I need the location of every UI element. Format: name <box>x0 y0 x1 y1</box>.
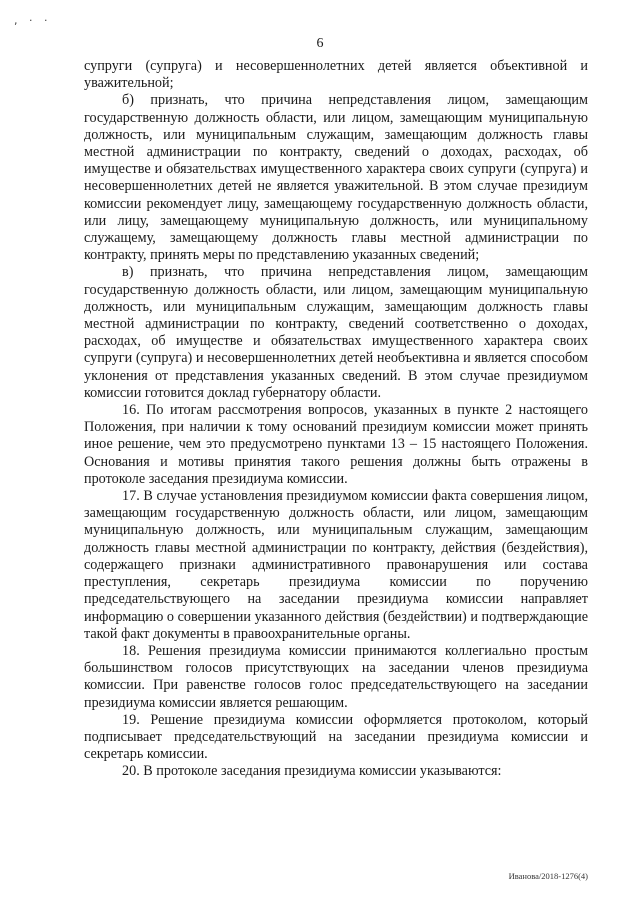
paragraph-17: 17. В случае установления президиумом комиссии факта совершения лицом, замещающим государственную должность области, или лицом, замещающим муниципальную должность, или муниципальным служащим, замещающим должность главы местной администрации по контракту, действия (бездействия), содержащего признаки административного правонарушения или состава преступления, секретарь президиума комиссии по поручению председательствующего на заседании президиума комиссии направляет информацию о совершении указанного действия (бездействии) и подтверждающие такой факт документы в правоохранительные органы. <box>84 488 588 642</box>
paragraph-item-b: б) признать, что причина непредставления лицом, замещающим государственную должность области, или лицом, замещающим муниципальную должность, или муниципальным служащим, замещающим должность главы местной администрации по контракту, сведений о доходах, расходах, об имуществе и обязательствах имущественного характера своих супруги (супруга) и несовершеннолетних детей не является уважительной. В этом случае президиум комиссии рекомендует лицу, замещающему государственную должность области, или лицу, замещающему муниципальную должность, или муниципальному служащему, замещающему должность главы местной администрации по контракту, принять меры по представлению указанных сведений; <box>84 92 588 264</box>
page-number: 6 <box>316 36 324 51</box>
paragraph-item-v: в) признать, что причина непредставления лицом, замещающим государственную должность области, или лицом, замещающим муниципальную должность, или муниципальным служащим, замещающим должность главы местной администрации по контракту, сведений соответственно о доходах, расходах, об имуществе и обязательствах имущественного характера своих супруги (супруга) и несовершеннолетних детей необъективна и является способом уклонения от представления указанных сведений. В этом случае президиумом комиссии готовится доклад губернатору области. <box>84 264 588 401</box>
document-body <box>84 58 588 781</box>
scan-artifact-dots: , · · <box>14 14 52 27</box>
paragraph-18: 18. Решения президиума комиссии принимаются коллегиально простым большинством голосов присутствующих на заседании членов президиума комиссии. При равенстве голосов голос председательствующего на заседании президиума комиссии является решающим. <box>84 642 588 711</box>
paragraph-19: 19. Решение президиума комиссии оформляется протоколом, который подписывает председательствующий на заседании президиума комиссии и секретарь комиссии. <box>84 711 588 763</box>
paragraph-20: 20. В протоколе заседания президиума комиссии указываются: <box>122 763 502 780</box>
paragraph-continuation: супруги (супруга) и несовершеннолетних детей является объективной и уважительной; <box>84 58 588 92</box>
document-code: Иванова/2018-1276(4) <box>508 871 588 881</box>
paragraph-16: 16. По итогам рассмотрения вопросов, указанных в пункте 2 настоящего Положения, при наличии к тому оснований президиум комиссии может принять иное решение, чем это предусмотрено пунктами 13 – 15 настоящего Положения. Основания и мотивы принятия такого решения должны быть отражены в протоколе заседания президиума комиссии. <box>84 402 588 487</box>
